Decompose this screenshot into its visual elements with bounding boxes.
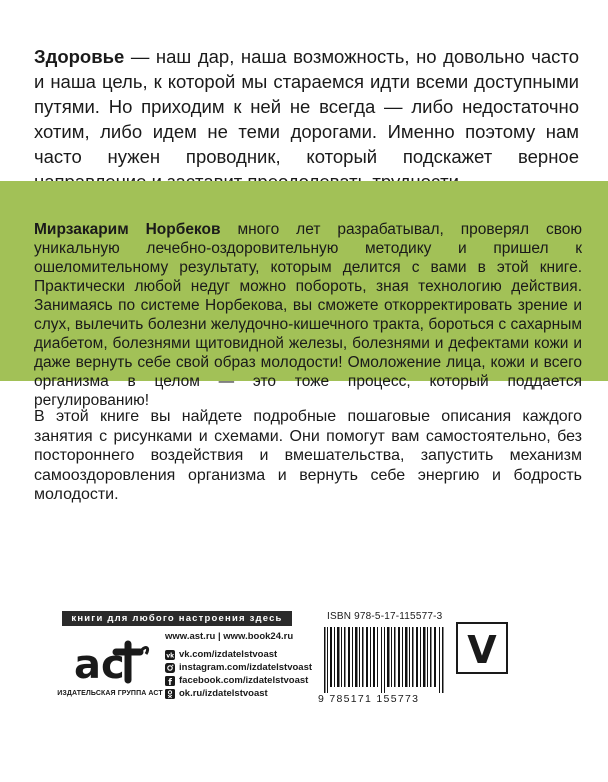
tagline-text: книги для любого настроения здесь [71, 613, 283, 624]
social-link-instagram[interactable] [165, 661, 315, 674]
social-link-facebook[interactable] [165, 674, 315, 687]
barcode [322, 627, 446, 693]
social-label: vk.com/izdatelstvoast [179, 649, 278, 660]
social-label: ok.ru/izdatelstvoast [179, 688, 268, 699]
publisher-links [165, 631, 315, 700]
age-mark-letter: V [467, 628, 497, 672]
intro-bold: Здоровье [34, 46, 125, 67]
social-label: instagram.com/izdatelstvoast [179, 662, 313, 673]
intro-paragraph [34, 44, 579, 194]
instagram-icon [165, 663, 175, 673]
about-paragraph [34, 220, 582, 410]
facebook-icon [165, 676, 175, 686]
v-mark-icon [456, 622, 508, 674]
barcode-number: 9 785171 155773 [318, 693, 420, 705]
about-text: много лет разрабатывал, проверял свою уникальную лечебно-оздоровительную методику и пришел к ошеломительному результату, которым делится с вами в этой книге. Практически любой недуг можно побороть, зная технологию действия. Занимаясь по системе Норбекова, вы сможете откорректировать зрение и слух, вылечить болезни желудочно-кишечного тракта, бороться с сахарным диабетом, болезнями щитовидной железы, болезнями и дефектами кожи и даже вернуть себе свой образ молодости! Омоложение лица, кожи и всего организма в целом — это тоже процесс, который поддается регулированию! [34, 221, 582, 409]
vk-icon [165, 650, 175, 660]
site-links[interactable]: www.ast.ru | www.book24.ru [165, 631, 294, 642]
isbn-label: ISBN 978-5-17-115577-3 [327, 611, 443, 622]
publisher-caption: ИЗДАТЕЛЬСКАЯ ГРУППА АСТ [57, 690, 163, 697]
odnoklassniki-icon [165, 689, 175, 699]
svg-text:ac: ac [74, 642, 125, 688]
publisher-tagline [62, 611, 292, 626]
ast-logo [66, 634, 152, 690]
social-link-ok[interactable] [165, 687, 315, 700]
svg-text:vk: vk [166, 652, 175, 660]
svg-text:f: f [168, 677, 172, 686]
intro-text: — наш дар, наша возможность, но довольно часто и наша цель, к которой мы стараемся идти всеми доступными путями. Но приходим к ней не всегда — либо недостаточно хотим, либо идем не теми дорогами. Именно поэтому нам часто нужен проводник, который подскажет верное [34, 46, 579, 167]
social-link-vk[interactable] [165, 648, 315, 661]
social-label: facebook.com/izdatelstvoast [179, 675, 309, 686]
book-info-paragraph: В этой книге вы найдете подробные пошаговые описания каждого занятия с рисунками и схемами. Они помогут вам самостоятельно, без постороннего воздействия и вмешательства, запустить механизм самооздоровления организма и вернуть себе энергию и бодрость молодости. [34, 408, 582, 503]
author-name: Мирзакарим Норбеков [34, 221, 221, 238]
